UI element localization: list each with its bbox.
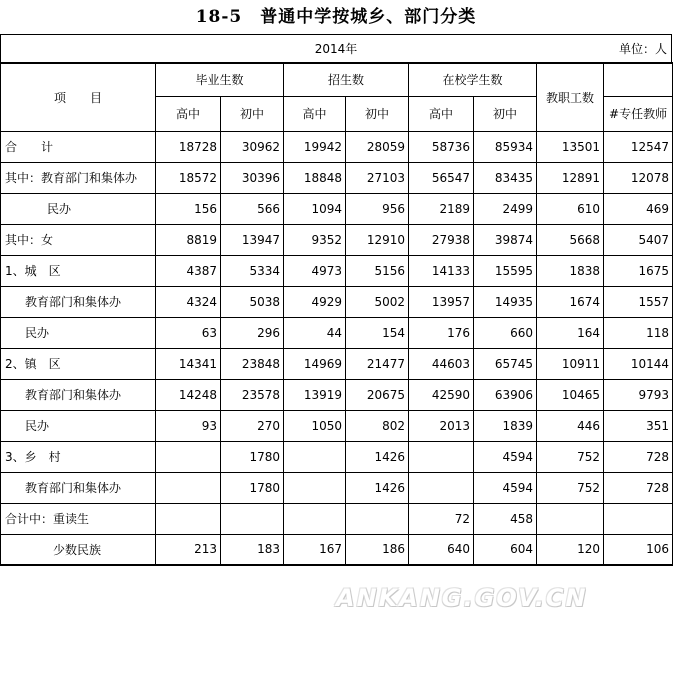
enrollment-header: 招生数 bbox=[284, 63, 409, 96]
table-row bbox=[1, 317, 673, 348]
table-row bbox=[1, 348, 673, 379]
row-value: 2013 bbox=[409, 410, 474, 441]
row-label: 其中：教育部门和集体办 bbox=[1, 162, 156, 193]
row-value: 72 bbox=[409, 503, 474, 534]
row-value: 20675 bbox=[346, 379, 409, 410]
statistics-table bbox=[0, 62, 673, 566]
row-value: 1838 bbox=[537, 255, 604, 286]
row-value: 44 bbox=[284, 317, 346, 348]
row-value: 1839 bbox=[474, 410, 537, 441]
row-value: 9793 bbox=[604, 379, 673, 410]
table-row bbox=[1, 131, 673, 162]
table-row bbox=[1, 534, 673, 565]
row-value bbox=[284, 441, 346, 472]
table-row bbox=[1, 472, 673, 503]
in-school-senior-header: 高中 bbox=[409, 96, 474, 131]
row-value bbox=[284, 503, 346, 534]
row-value: 4387 bbox=[156, 255, 221, 286]
row-value: 14341 bbox=[156, 348, 221, 379]
row-label: 2、镇 区 bbox=[1, 348, 156, 379]
row-value: 83435 bbox=[474, 162, 537, 193]
page-title: 18-5 普通中学按城乡、部门分类 bbox=[195, 7, 477, 27]
row-value: 13919 bbox=[284, 379, 346, 410]
graduates-header: 毕业生数 bbox=[156, 63, 284, 96]
table-row bbox=[1, 503, 673, 534]
row-value: 23848 bbox=[221, 348, 284, 379]
row-value: 1050 bbox=[284, 410, 346, 441]
row-value: 469 bbox=[604, 193, 673, 224]
row-value: 27103 bbox=[346, 162, 409, 193]
row-value: 65745 bbox=[474, 348, 537, 379]
row-value: 14248 bbox=[156, 379, 221, 410]
row-value: 10911 bbox=[537, 348, 604, 379]
row-value: 21477 bbox=[346, 348, 409, 379]
row-value: 42590 bbox=[409, 379, 474, 410]
row-label: 1、城 区 bbox=[1, 255, 156, 286]
row-label: 教育部门和集体办 bbox=[1, 472, 156, 503]
row-value: 176 bbox=[409, 317, 474, 348]
fulltime-teachers-header: #专任教师 bbox=[604, 96, 673, 131]
row-value: 154 bbox=[346, 317, 409, 348]
row-value: 728 bbox=[604, 441, 673, 472]
row-value: 15595 bbox=[474, 255, 537, 286]
row-value: 12547 bbox=[604, 131, 673, 162]
row-value: 4594 bbox=[474, 472, 537, 503]
row-value bbox=[604, 503, 673, 534]
row-value: 39874 bbox=[474, 224, 537, 255]
row-value: 12910 bbox=[346, 224, 409, 255]
row-value: 270 bbox=[221, 410, 284, 441]
header-row-top bbox=[1, 63, 673, 96]
row-value: 19942 bbox=[284, 131, 346, 162]
row-value: 5038 bbox=[221, 286, 284, 317]
table-row bbox=[1, 379, 673, 410]
row-value: 2499 bbox=[474, 193, 537, 224]
row-value: 1094 bbox=[284, 193, 346, 224]
row-value bbox=[156, 503, 221, 534]
row-value: 13957 bbox=[409, 286, 474, 317]
row-value bbox=[284, 472, 346, 503]
row-value: 4324 bbox=[156, 286, 221, 317]
row-value: 156 bbox=[156, 193, 221, 224]
row-label: 民办 bbox=[1, 193, 156, 224]
row-value: 9352 bbox=[284, 224, 346, 255]
row-value: 56547 bbox=[409, 162, 474, 193]
row-value bbox=[409, 441, 474, 472]
year-label: 2014年 bbox=[314, 42, 358, 56]
row-value: 23578 bbox=[221, 379, 284, 410]
row-value bbox=[221, 503, 284, 534]
row-value: 30962 bbox=[221, 131, 284, 162]
row-value: 10465 bbox=[537, 379, 604, 410]
row-value: 44603 bbox=[409, 348, 474, 379]
row-value: 802 bbox=[346, 410, 409, 441]
row-value bbox=[346, 503, 409, 534]
row-value: 10144 bbox=[604, 348, 673, 379]
row-value bbox=[537, 503, 604, 534]
unit-label: 单位：人 bbox=[618, 42, 667, 56]
row-value: 610 bbox=[537, 193, 604, 224]
row-label: 少数民族 bbox=[1, 534, 156, 565]
row-label: 民办 bbox=[1, 410, 156, 441]
row-value: 18728 bbox=[156, 131, 221, 162]
row-value: 1780 bbox=[221, 472, 284, 503]
row-value: 956 bbox=[346, 193, 409, 224]
row-value: 106 bbox=[604, 534, 673, 565]
row-value: 30396 bbox=[221, 162, 284, 193]
row-value: 604 bbox=[474, 534, 537, 565]
row-value: 640 bbox=[409, 534, 474, 565]
row-value: 18848 bbox=[284, 162, 346, 193]
row-value: 13501 bbox=[537, 131, 604, 162]
row-value: 14969 bbox=[284, 348, 346, 379]
table-row bbox=[1, 286, 673, 317]
row-value: 14133 bbox=[409, 255, 474, 286]
row-label: 合 计 bbox=[1, 131, 156, 162]
row-label: 其中：女 bbox=[1, 224, 156, 255]
staff-header-blank bbox=[604, 63, 673, 96]
row-value: 1674 bbox=[537, 286, 604, 317]
table-row bbox=[1, 224, 673, 255]
site-watermark: ANKANG.GOV.CN bbox=[336, 584, 588, 612]
row-value: 213 bbox=[156, 534, 221, 565]
graduates-senior-header: 高中 bbox=[156, 96, 221, 131]
row-value: 183 bbox=[221, 534, 284, 565]
subtitle-row bbox=[0, 34, 672, 62]
row-value: 18572 bbox=[156, 162, 221, 193]
row-value: 752 bbox=[537, 472, 604, 503]
row-value: 12891 bbox=[537, 162, 604, 193]
row-value: 446 bbox=[537, 410, 604, 441]
row-value: 1426 bbox=[346, 441, 409, 472]
row-value: 27938 bbox=[409, 224, 474, 255]
enrollment-senior-header: 高中 bbox=[284, 96, 346, 131]
row-value: 660 bbox=[474, 317, 537, 348]
row-value: 63906 bbox=[474, 379, 537, 410]
row-value: 2189 bbox=[409, 193, 474, 224]
row-value: 186 bbox=[346, 534, 409, 565]
table-row bbox=[1, 255, 673, 286]
row-value: 1780 bbox=[221, 441, 284, 472]
row-value: 164 bbox=[537, 317, 604, 348]
in-school-header: 在校学生数 bbox=[409, 63, 537, 96]
row-value: 458 bbox=[474, 503, 537, 534]
row-value: 296 bbox=[221, 317, 284, 348]
row-value: 93 bbox=[156, 410, 221, 441]
row-value: 28059 bbox=[346, 131, 409, 162]
row-value: 566 bbox=[221, 193, 284, 224]
in-school-junior-header: 初中 bbox=[474, 96, 537, 131]
row-value: 5334 bbox=[221, 255, 284, 286]
table-row bbox=[1, 193, 673, 224]
row-value: 118 bbox=[604, 317, 673, 348]
graduates-junior-header: 初中 bbox=[221, 96, 284, 131]
table-row bbox=[1, 162, 673, 193]
row-value: 351 bbox=[604, 410, 673, 441]
row-value: 4594 bbox=[474, 441, 537, 472]
row-value: 12078 bbox=[604, 162, 673, 193]
table-row bbox=[1, 410, 673, 441]
row-value: 5668 bbox=[537, 224, 604, 255]
row-value: 1557 bbox=[604, 286, 673, 317]
row-value: 58736 bbox=[409, 131, 474, 162]
table-body bbox=[1, 63, 673, 565]
table-row bbox=[1, 441, 673, 472]
row-label: 教育部门和集体办 bbox=[1, 286, 156, 317]
row-value bbox=[409, 472, 474, 503]
row-value bbox=[156, 472, 221, 503]
row-value: 13947 bbox=[221, 224, 284, 255]
row-label: 合计中：重读生 bbox=[1, 503, 156, 534]
row-label: 教育部门和集体办 bbox=[1, 379, 156, 410]
row-value: 5156 bbox=[346, 255, 409, 286]
item-header: 项 目 bbox=[1, 63, 156, 131]
row-value: 63 bbox=[156, 317, 221, 348]
row-value: 752 bbox=[537, 441, 604, 472]
row-value: 5407 bbox=[604, 224, 673, 255]
row-value: 1426 bbox=[346, 472, 409, 503]
row-value bbox=[156, 441, 221, 472]
row-value: 4973 bbox=[284, 255, 346, 286]
row-value: 5002 bbox=[346, 286, 409, 317]
row-value: 728 bbox=[604, 472, 673, 503]
staff-header: 教职工数 bbox=[537, 63, 604, 131]
row-label: 3、乡 村 bbox=[1, 441, 156, 472]
row-value: 14935 bbox=[474, 286, 537, 317]
row-value: 120 bbox=[537, 534, 604, 565]
row-value: 85934 bbox=[474, 131, 537, 162]
enrollment-junior-header: 初中 bbox=[346, 96, 409, 131]
row-value: 167 bbox=[284, 534, 346, 565]
row-value: 1675 bbox=[604, 255, 673, 286]
row-label: 民办 bbox=[1, 317, 156, 348]
row-value: 8819 bbox=[156, 224, 221, 255]
row-value: 4929 bbox=[284, 286, 346, 317]
